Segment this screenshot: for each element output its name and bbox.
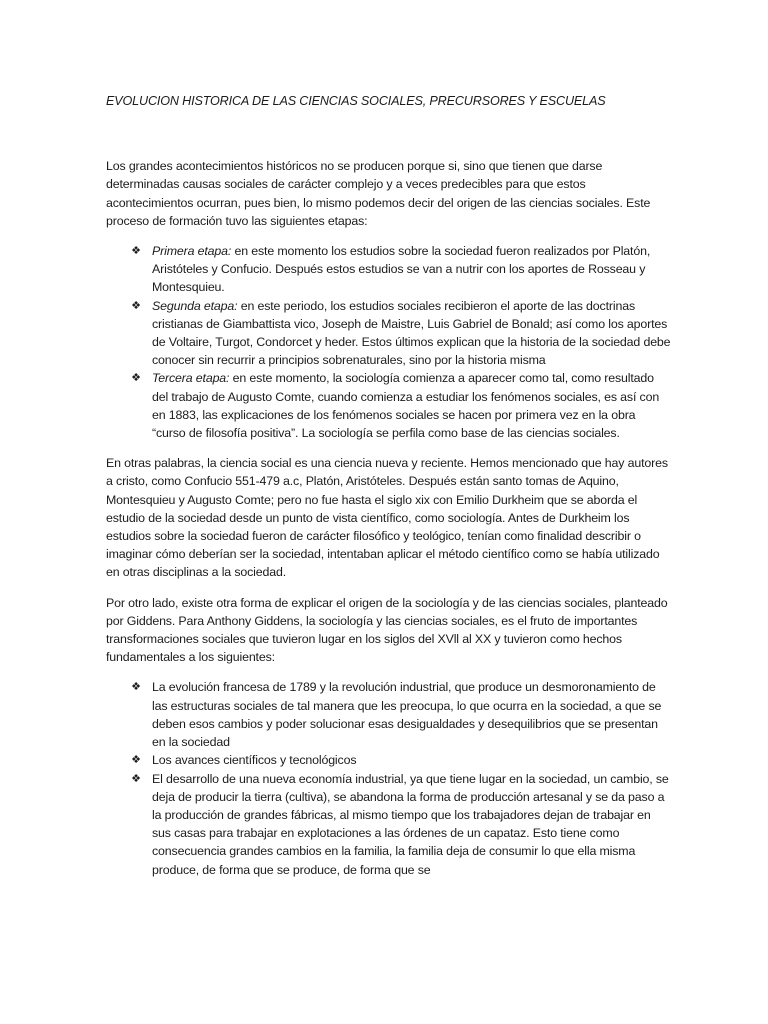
paragraph-2: En otras palabras, la ciencia social es una ciencia nueva y reciente. Hemos mencionado que hay autores a cristo, como Confucio 551-479 a.c, Platón, Aristóteles. Después están santo tomas de Aquino, Montesquieu y Augusto Comte; pero no fue hasta el siglo xix con Emilio Durkheim que se aborda el estudio de la sociedad desde un punto de vista científico, como sociología. Antes de Durkheim los estudios sobre la sociedad fueron de carácter filosófico y teológico, tenían como finalidad describir o imaginar cómo deberían ser la sociedad, intentaban aplicar el método científico como se había utilizado en otras disciplinas a la sociedad. (106, 456, 668, 580)
list-item (106, 751, 672, 769)
stage-text: en este momento los estudios sobre la sociedad fueron realizados por Platón, Aristóteles y Confucio. Después estos estudios se van a nutrir con los aportes de Rosseau y Montesquieu. (152, 244, 651, 295)
stage-text: en este periodo, los estudios sociales recibieron el aporte de las doctrinas cristianas de Giambattista vico, Joseph de Maistre, Luis Gabriel de Bonald; así como los aportes de Voltaire, Turgot, Condorcet y heder. Estos últimos explican que la historia de la sociedad debe conocer sin recurrir a principios sobrenaturales, sino por la historia misma (152, 298, 671, 368)
list-item (106, 770, 672, 879)
diamond-bullet-icon: ❖ (131, 680, 141, 694)
stage-text: en este momento, la sociología comienza a aparecer como tal, como resultado del trabajo de Augusto Comte, cuando comienza a estudiar los fenómenos sociales, es así con en 1883, las explicaciones de los fenómenos sociales se hacen por primera vez en la obra “curso de filosofía positiva”. La sociología se perfila como base de las ciencias sociales. (152, 371, 660, 441)
diamond-bullet-icon: ❖ (131, 244, 141, 258)
stage-label: Segunda etapa: (152, 298, 238, 313)
paragraph-3: Por otro lado, existe otra forma de explicar el origen de la sociología y de las ciencias sociales, planteado por Giddens. Para Anthony Giddens, la sociología y las ciencias sociales, es el fruto de importantes transformaciones sociales que tuvieron lugar en los siglos del XVll al XX y tuvieron como hechos fundamentales a los siguientes: (106, 595, 668, 665)
list-item (106, 297, 672, 370)
diamond-bullet-icon: ❖ (131, 753, 141, 767)
diamond-bullet-icon: ❖ (131, 371, 141, 385)
document-body (106, 92, 672, 891)
diamond-bullet-icon: ❖ (131, 771, 141, 785)
document-title: EVOLUCION HISTORICA DE LAS CIENCIAS SOCIALES, PRECURSORES Y ESCUELAS (106, 94, 606, 108)
fact-text: La evolución francesa de 1789 y la revolución industrial, que produce un desmoronamiento de las estructuras sociales de tal manera que les preocupa, lo que ocurra en la sociedad, a que se deben esos cambios y poder solucionar esas desigualdades y desequilibrios que se presentan en la sociedad (152, 680, 662, 750)
facts-list (106, 678, 672, 878)
list-item (106, 242, 672, 297)
stage-label: Tercera etapa: (152, 371, 230, 386)
fact-text: El desarrollo de una nueva economía industrial, ya que tiene lugar en la sociedad, un cambio, se deja de producir la tierra (cultiva), se abandona la forma de producción artesanal y se da paso a la producción de grandes fábricas, al mismo tiempo que los trabajadores dejan de trabajar en sus casas para trabajar en explotaciones a las órdenes de un capataz. Esto tiene como consecuencia grandes cambios en la familia, la familia deja de consumir lo que ella misma produce, de forma que se produce, de forma que se (152, 771, 669, 877)
list-item (106, 678, 672, 751)
stage-label: Primera etapa: (152, 244, 232, 259)
list-item (106, 369, 672, 442)
fact-text: Los avances científicos y tecnológicos (152, 753, 357, 768)
diamond-bullet-icon: ❖ (131, 298, 141, 312)
stages-list (106, 242, 672, 442)
intro-paragraph: Los grandes acontecimientos históricos no se producen porque si, sino que tienen que darse determinadas causas sociales de carácter complejo y a veces predecibles para que estos acontecimientos ocurran, pues bien, lo mismo podemos decir del origen de las ciencias sociales. Este proceso de formación tuvo las siguientes etapas: (106, 159, 651, 228)
